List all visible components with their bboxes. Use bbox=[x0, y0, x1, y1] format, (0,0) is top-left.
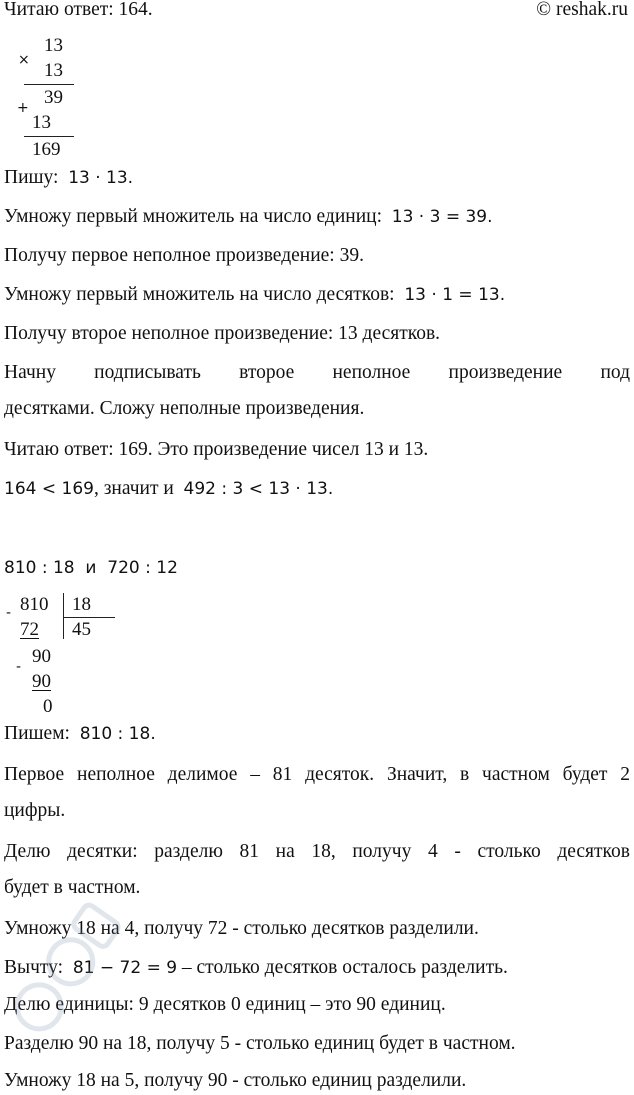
write-label: Пишу: bbox=[4, 167, 59, 188]
divide-90-line: Разделю 90 на 18, получу 5 - столько единиц будет в частном. bbox=[4, 1033, 516, 1054]
factor-2: 13 bbox=[44, 60, 63, 81]
mult-18-4-line: Умножу 18 на 4, получу 72 - столько десятков разделили. bbox=[4, 918, 479, 939]
read-answer-164: Читаю ответ: 164. bbox=[4, 0, 153, 20]
division-vertical-line bbox=[63, 593, 64, 639]
mult-18-5-line: Умножу 18 на 5, получу 90 - столько единиц разделили. bbox=[4, 1070, 467, 1091]
mult-units-text: Умножу первый множитель на число единиц: bbox=[4, 206, 383, 227]
subtrahend-1: 72 bbox=[20, 619, 39, 640]
subtract-label: Вычту: bbox=[4, 957, 64, 978]
subtract-expr: 81 − 72 = 9 bbox=[72, 958, 178, 978]
compare-line bbox=[4, 477, 333, 501]
factor-1: 13 bbox=[44, 35, 63, 56]
remainder-2: 0 bbox=[43, 696, 53, 717]
quotient: 45 bbox=[72, 619, 91, 640]
sign-line-2: десятками. Сложу неполные произведения. bbox=[4, 398, 365, 419]
plus-sign: + bbox=[17, 100, 29, 116]
compare-expr-2: 492 : 3 < 13 · 13. bbox=[183, 479, 334, 499]
partial2-line: Получу второе неполное произведение: 13 десятков. bbox=[4, 323, 441, 344]
minus-sign-2: - bbox=[16, 659, 22, 675]
minus-sign-1: - bbox=[6, 605, 12, 621]
subtract-line bbox=[4, 956, 508, 980]
partial1-line: Получу первое неполное произведение: 39. bbox=[4, 245, 364, 266]
watermark: © reshak.ru bbox=[536, 0, 628, 20]
first-dividend-line-1: Первое неполное делимое – 81 десяток. Значит, в частном будет 2 bbox=[4, 764, 630, 785]
product-result: 169 bbox=[32, 139, 61, 160]
times-sign: × bbox=[18, 52, 30, 68]
divide-units-line: Делю единицы: 9 десятков 0 единиц – это 90 единиц. bbox=[4, 994, 446, 1015]
write-division-line bbox=[4, 722, 156, 746]
mult-units-expr: 13 · 3 = 39. bbox=[391, 207, 493, 227]
remainder-1: 90 bbox=[32, 646, 51, 667]
multiplication-line bbox=[24, 84, 74, 85]
mult-tens-expr: 13 · 1 = 13. bbox=[404, 285, 506, 305]
answer-169-line: Читаю ответ: 169. Это произведение чисел 13 и 13. bbox=[4, 439, 429, 460]
compare-expr-1: 164 < 169 bbox=[4, 479, 94, 499]
addition-line bbox=[24, 136, 74, 137]
subtrahend-2: 90 bbox=[32, 671, 51, 692]
subtract-text: – столько десятков осталось разделить. bbox=[181, 957, 508, 978]
mult-tens-line bbox=[4, 283, 505, 307]
mult-units-line bbox=[4, 205, 493, 229]
first-dividend-line-2: цифры. bbox=[4, 800, 66, 821]
write-division-expr: 810 : 18. bbox=[79, 724, 156, 744]
sign-line-1: Начну подписывать второе неполное произведение под bbox=[4, 362, 630, 383]
compare-text: , значит и bbox=[93, 478, 174, 499]
dividend: 810 bbox=[20, 594, 49, 615]
divide-tens-line-2: будет в частном. bbox=[4, 877, 141, 898]
partial-product-2: 13 bbox=[32, 112, 51, 133]
task2-expression: 810 : 18 и 720 : 12 bbox=[4, 558, 178, 578]
partial-product-1: 39 bbox=[44, 87, 63, 108]
divide-tens-line-1: Делю десятки: разделю 81 на 18, получу 4 - столько десятков bbox=[4, 841, 630, 862]
write-line bbox=[4, 166, 133, 190]
write-expr: 13 · 13. bbox=[68, 168, 134, 188]
divisor-line bbox=[63, 617, 115, 618]
divisor: 18 bbox=[72, 594, 91, 615]
write-division-label: Пишем: bbox=[4, 723, 70, 744]
mult-tens-text: Умножу первый множитель на число десятков: bbox=[4, 284, 395, 305]
